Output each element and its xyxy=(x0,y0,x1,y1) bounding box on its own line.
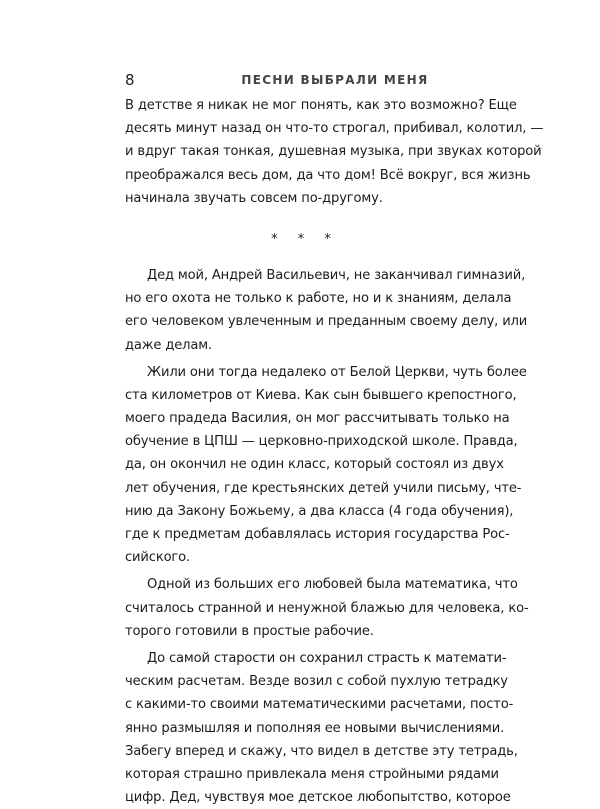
text-line: которая страшно привлекала меня стройными рядами xyxy=(125,766,499,782)
text-line: преображался весь дом, да что дом! Всё вокруг, вся жизнь xyxy=(125,167,531,183)
text-line: сийского. xyxy=(125,550,191,566)
text-line: До самой старости он сохранил страсть к математи- xyxy=(147,650,507,666)
text-line: Жили они тогда недалеко от Белой Церкви, чуть более xyxy=(147,364,527,380)
text-line: с какими-то своими математическими расчетами, посто- xyxy=(125,697,514,713)
running-head xyxy=(125,70,485,90)
text-line: янно размышляя и пополняя ее новыми вычислениями. xyxy=(125,720,505,736)
text-line: Забегу вперед и скажу, что видел в детстве эту тетрадь, xyxy=(125,743,518,759)
text-line: но его охота не только к работе, но и к знаниям, делала xyxy=(125,291,512,307)
text-line: торого готовили в простые рабочие. xyxy=(125,623,374,639)
text-line: десять минут назад он что-то строгал, прибивал, колотил, — xyxy=(125,121,544,137)
text-line: Одной из больших его любовей была математика, что xyxy=(147,577,518,593)
text-line: ческим расчетам. Везде возил с собой пухлую тетрадку xyxy=(125,674,508,690)
text-line: моего прадеда Василия, он мог рассчитывать только на xyxy=(125,411,510,427)
text-line: да, он окончил не один класс, который состоял из двух xyxy=(125,457,504,473)
text-line: считалось странной и ненужной блажью для человека, ко- xyxy=(125,600,529,616)
text-line: где к предметам добавлялась история государства Рос- xyxy=(125,527,510,542)
paragraph xyxy=(125,264,528,357)
text-line: ста километров от Киева. Как сын бывшего крепостного, xyxy=(125,387,517,403)
text-line: Дед мой, Андрей Васильевич, не заканчивал гимназий, xyxy=(147,267,526,283)
text-line: даже делам. xyxy=(125,337,212,353)
text-line: нию да Закону Божьему, а два класса (4 года обучения), xyxy=(125,503,514,519)
text-line: начинала звучать совсем по-другому. xyxy=(125,190,383,206)
text-line: и вдруг такая тонкая, душевная музыка, при звуках которой xyxy=(125,144,542,160)
intro-paragraph xyxy=(125,94,544,210)
paragraph xyxy=(125,573,529,643)
paragraph xyxy=(125,647,518,809)
paragraph xyxy=(125,361,527,570)
book-title: ПЕСНИ ВЫБРАЛИ МЕНЯ xyxy=(241,73,429,87)
text-line: цифр. Дед, чувствуя мое детское любопытство, которое xyxy=(125,790,511,806)
text-line: лет обучения, где крестьянских детей учили письму, чте- xyxy=(125,480,522,496)
page-number: 8 xyxy=(125,71,135,89)
section-break: * * * xyxy=(271,231,339,247)
text-line: его человеком увлеченным и преданным своему делу, или xyxy=(125,314,528,330)
text-line: В детстве я никак не мог понять, как это возможно? Еще xyxy=(125,98,517,113)
text-line: обучение в ЦПШ — церковно-приходской школе. Правда, xyxy=(125,434,518,450)
body-text xyxy=(125,94,544,809)
